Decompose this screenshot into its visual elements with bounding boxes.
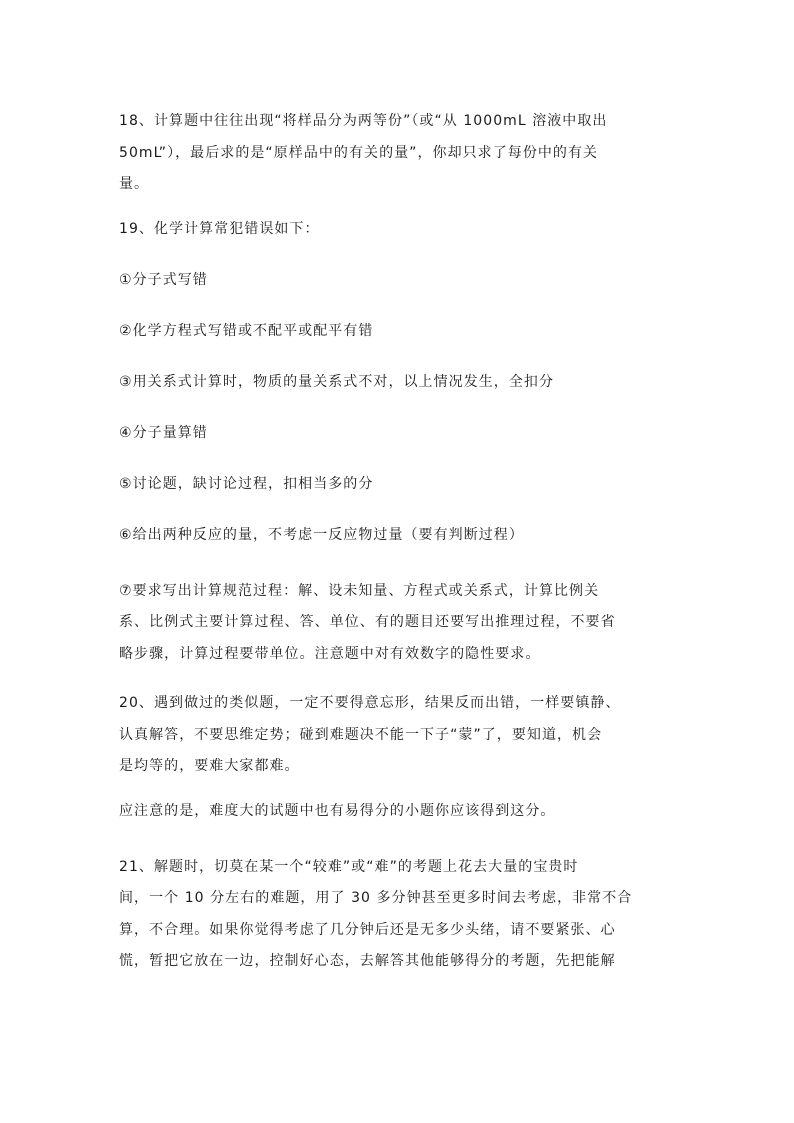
error-item-6 bbox=[119, 525, 667, 546]
text-line: 量。 bbox=[119, 176, 150, 192]
note-paragraph bbox=[119, 801, 667, 822]
text-line: 应注意的是，难度大的试题中也有易得分的小题你应该得到这分。 bbox=[119, 802, 556, 819]
error-item-4 bbox=[119, 423, 667, 444]
text-line: ⑥给出两种反应的量，不考虑一反应物过量（要有判断过程） bbox=[119, 526, 524, 543]
document-body bbox=[119, 106, 667, 996]
text-line: 慌，暂把它放在一边，控制好心态，去解答其他能够得分的考题，先把能解 bbox=[119, 953, 616, 969]
error-item-2 bbox=[119, 321, 667, 342]
text-line: 是均等的，要难大家都难。 bbox=[119, 758, 300, 774]
text-line: 21、解题时，切莫在某一个“较难”或“难”的考题上花去大量的宝贵时 bbox=[119, 858, 579, 875]
text-line: 18、计算题中往往出现“将样品分为两等份”（或“从 1000mL 溶液中取出 bbox=[119, 113, 608, 129]
text-line: ①分子式写错 bbox=[119, 271, 208, 288]
error-item-1 bbox=[119, 270, 667, 291]
paragraph-19 bbox=[119, 219, 667, 240]
text-line: ②化学方程式写错或不配平或配平有错 bbox=[119, 322, 374, 339]
text-line: 20、遇到做过的类似题，一定不要得意忘形，结果反而出错，一样要镇静、 bbox=[119, 695, 621, 711]
text-line: ⑤讨论题，缺讨论过程，扣相当多的分 bbox=[119, 475, 374, 492]
text-line: 系、比例式主要计算过程、答、单位、有的题目还要写出推理过程，不要省 bbox=[119, 614, 616, 630]
paragraph-21 bbox=[119, 852, 667, 978]
paragraph-20 bbox=[119, 688, 667, 783]
error-item-5 bbox=[119, 474, 667, 495]
text-line: 50mL”），最后求的是“原样品中的有关的量”，你却只求了每份中的有关 bbox=[119, 144, 599, 161]
text-line: 略步骤，计算过程要带单位。注意题中对有效数字的隐性要求。 bbox=[119, 645, 541, 662]
text-line: 算，不合理。如果你觉得考虑了几分钟后还是无多少头绪，请不要紧张、心 bbox=[119, 921, 616, 938]
text-line: ③用关系式计算时，物质的量关系式不对，以上情况发生，全扣分 bbox=[119, 373, 554, 390]
text-line: ④分子量算错 bbox=[119, 424, 208, 441]
text-line: 19、化学计算常犯错误如下： bbox=[119, 220, 320, 237]
paragraph-18 bbox=[119, 106, 667, 201]
text-line: 认真解答，不要思维定势；碰到难题决不能一下子“蒙”了，要知道，机会 bbox=[119, 726, 603, 743]
text-line: 间，一个 10 分左右的难题，用了 30 多分钟甚至更多时间去考虑，非常不合 bbox=[119, 890, 633, 906]
text-line: ⑦要求写出计算规范过程：解、设未知量、方程式或关系式，计算比例关 bbox=[119, 582, 600, 599]
error-item-3 bbox=[119, 372, 667, 393]
error-item-7 bbox=[119, 576, 667, 671]
